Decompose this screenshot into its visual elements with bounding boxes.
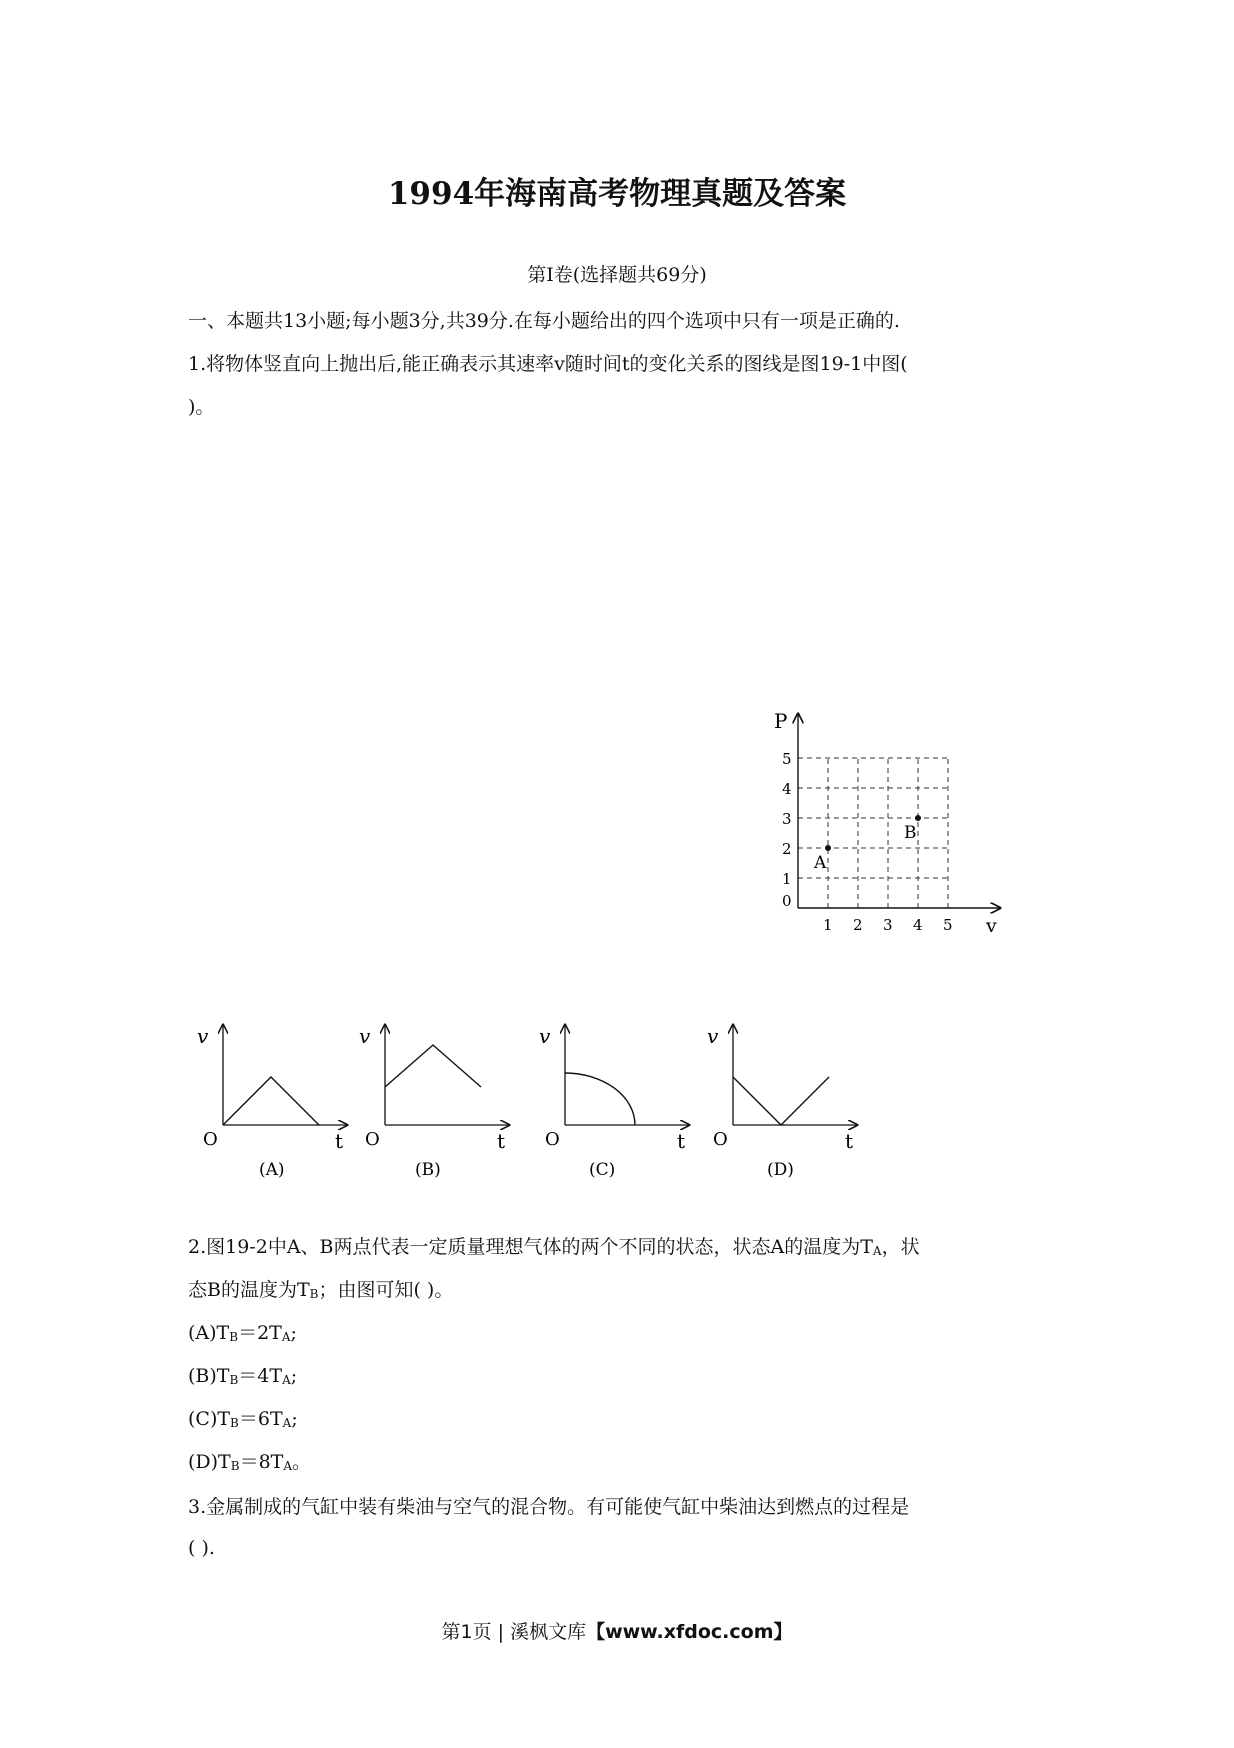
- vt-graph-b: [359, 1024, 509, 1180]
- pv-origin-label: 0: [782, 892, 792, 910]
- vt-v-label: v: [707, 1024, 719, 1048]
- vt-graph-a: [197, 1024, 347, 1180]
- question-2-line-2: 态B的温度为$T_B$；由图可知( )。: [188, 1279, 454, 1301]
- question-2-option-c: $(C)T_B=6T_A$;: [188, 1408, 298, 1430]
- pv-x-tick-label: 4: [913, 916, 923, 934]
- vt-curve-b: [385, 1045, 481, 1087]
- vt-caption-c: (C): [589, 1160, 616, 1180]
- pv-x-tick-label: 1: [823, 916, 833, 934]
- vt-v-label: v: [197, 1024, 209, 1048]
- pv-point-b: [915, 815, 921, 821]
- vt-v-label: v: [359, 1024, 371, 1048]
- vt-graph-d: [707, 1024, 857, 1180]
- question-3-line-2: ( ).: [188, 1537, 215, 1559]
- document-title: 1994年海南高考物理真题及答案: [387, 176, 847, 212]
- page-number: 1: [460, 1621, 473, 1643]
- pv-y-tick-label: 4: [782, 780, 792, 798]
- pv-y-tick-label: 5: [782, 750, 792, 768]
- question-2-option-b: $(B)T_B=4T_A$;: [188, 1365, 298, 1387]
- pv-x-tick-label: 3: [883, 916, 893, 934]
- question-2-line-1: 2.图19-2中A、B两点代表一定质量理想气体的两个不同的状态，状态A的温度为$T_A$，状: [188, 1236, 920, 1258]
- page-footer: 第1页 | 溪枫文库【www.xfdoc.com】: [441, 1621, 793, 1643]
- pv-grid-lines: [798, 758, 948, 908]
- question-1-line-1: 1.将物体竖直向上抛出后,能正确表示其速率v随时间t的变化关系的图线是图19-1中图(: [188, 353, 908, 375]
- vt-origin-label: O: [365, 1129, 380, 1150]
- footer-site-link[interactable]: 【www.xfdoc.com】: [586, 1621, 793, 1643]
- instruction-text: 一、本题共13小题;每小题3分,共39分.在每小题给出的四个选项中只有一项是正确的.: [188, 310, 900, 332]
- vt-caption-d: (D): [767, 1160, 794, 1180]
- vt-caption-a: (A): [259, 1160, 285, 1180]
- pv-graph: [770, 700, 1010, 940]
- question-3-line-1: 3.金属制成的气缸中装有柴油与空气的混合物。有可能使气缸中柴油达到燃点的过程是: [188, 1496, 910, 1518]
- vt-origin-label: O: [203, 1129, 218, 1150]
- vt-caption-b: (B): [415, 1160, 441, 1180]
- question-2-option-d: $(D)T_B=8T_A$。: [188, 1451, 312, 1473]
- pv-y-tick-label: 3: [782, 810, 792, 828]
- pv-point-a: [825, 845, 831, 851]
- question-1-line-2: )。: [188, 396, 215, 418]
- vt-t-label: t: [497, 1129, 506, 1153]
- question-2-option-a: $(A)T_B=2T_A$;: [188, 1322, 297, 1344]
- vt-curve-c: [565, 1073, 635, 1125]
- pv-point-label: B: [904, 823, 917, 843]
- pv-v-label: v: [986, 915, 997, 937]
- vt-curve-a: [223, 1077, 319, 1125]
- pv-y-tick-label: 2: [782, 840, 792, 858]
- pv-p-label: P: [774, 709, 788, 733]
- vt-origin-label: O: [545, 1129, 560, 1150]
- vt-t-label: t: [335, 1129, 344, 1153]
- vt-graph-c: [539, 1024, 689, 1180]
- pv-y-tick-label: 1: [782, 870, 792, 888]
- vt-t-label: t: [845, 1129, 854, 1153]
- pv-x-tick-label: 5: [943, 916, 953, 934]
- vt-t-label: t: [677, 1129, 686, 1153]
- section-heading: 第Ⅰ卷(选择题共69分): [527, 264, 707, 286]
- vt-graphs: [195, 1015, 875, 1195]
- pv-x-tick-label: 2: [853, 916, 863, 934]
- vt-origin-label: O: [713, 1129, 728, 1150]
- pv-point-label: A: [814, 853, 827, 873]
- vt-curve-d: [733, 1077, 829, 1125]
- vt-v-label: v: [539, 1024, 551, 1048]
